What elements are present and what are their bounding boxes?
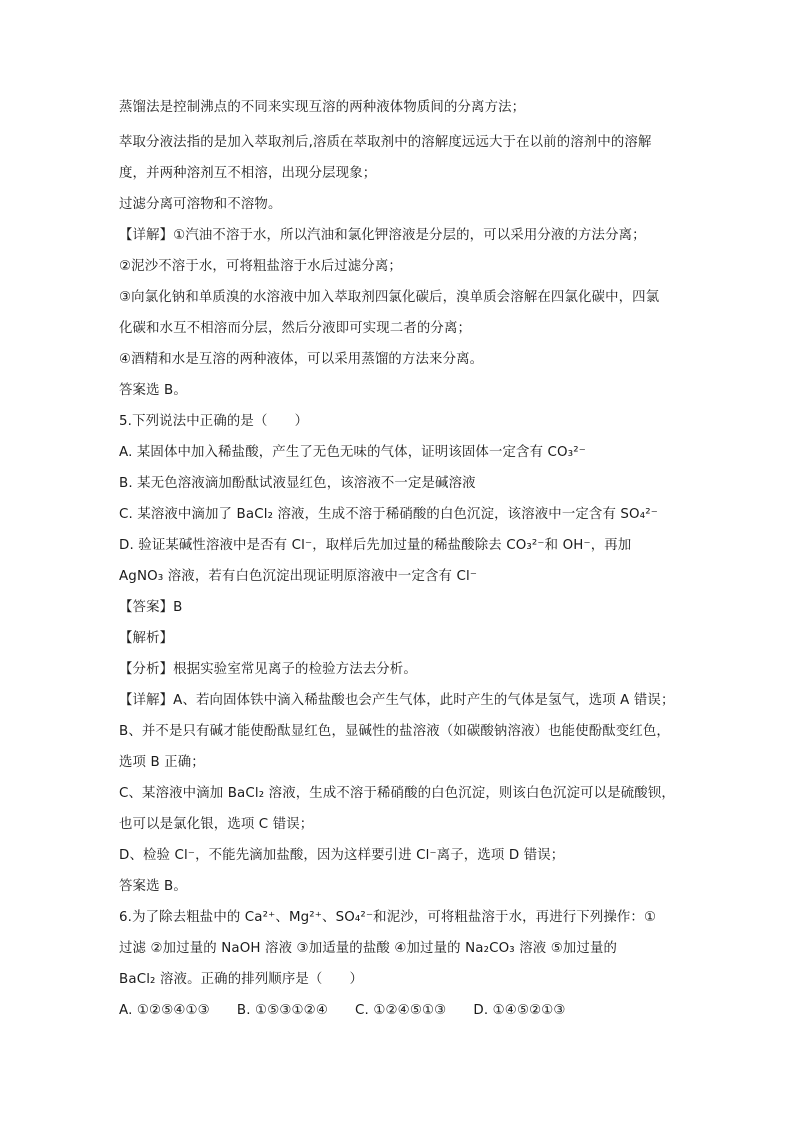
text-line: ②泥沙不溶于水，可将粗盐溶于水后过滤分离； bbox=[119, 259, 402, 274]
detail-text: B、并不是只有碱才能使酚酞显红色，显碱性的盐溶液（如碳酸钠溶液）也能使酚酞变红色， bbox=[119, 724, 670, 739]
option-b: B. 某无色溶液滴加酚酞试液显红色，该溶液不一定是碱溶液 bbox=[119, 476, 476, 491]
option-d-cont: AgNO₃ 溶液，若有白色沉淀出现证明原溶液中一定含有 Cl⁻ bbox=[119, 569, 478, 584]
text-line: 过滤分离可溶物和不溶物。 bbox=[119, 197, 282, 212]
analysis-text: 【分析】根据实验室常见离子的检验方法去分析。 bbox=[119, 662, 417, 677]
question-text: 过滤 ②加过量的 NaOH 溶液 ③加适量的盐酸 ④加过量的 Na₂CO₃ 溶液 ⑤加过量的 bbox=[119, 941, 618, 956]
text-line: 化碳和水互不相溶而分层，然后分液即可实现二者的分离； bbox=[119, 321, 472, 336]
detail-text: 选项 B 正确； bbox=[119, 755, 205, 770]
text-line: 答案选 B。 bbox=[119, 383, 187, 398]
text-line: 萃取分液法指的是加入萃取剂后,溶质在萃取剂中的溶解度远远大于在以前的溶剂中的溶解 bbox=[119, 135, 652, 150]
text-line: ③向氯化钠和单质溴的水溶液中加入萃取剂四氯化碳后，溴单质会溶解在四氯化碳中，四氯 bbox=[119, 290, 660, 305]
option-c: C. 某溶液中滴加了 BaCl₂ 溶液，生成不溶于稀硝酸的白色沉淀，该溶液中一定含有 SO₄²⁻ bbox=[119, 507, 659, 522]
question-options: A. ①②⑤④①③ B. ①⑤③①②④ C. ①②④⑤①③ D. ①④⑤②①③ bbox=[119, 1003, 566, 1018]
text-line: 【详解】①汽油不溶于水，所以汽油和氯化钾溶液是分层的，可以采用分液的方法分离； bbox=[119, 228, 646, 243]
analysis-label: 【解析】 bbox=[119, 631, 174, 646]
text-line: 蒸馏法是控制沸点的不同来实现互溶的两种液体物质间的分离方法； bbox=[119, 100, 526, 115]
question-title: 5.下列说法中正确的是（ ） bbox=[119, 414, 309, 429]
question-text: BaCl₂ 溶液。正确的排列顺序是（ ） bbox=[119, 972, 364, 987]
detail-text: D、检验 Cl⁻，不能先滴加盐酸，因为这样要引进 Cl⁻离子，选项 D 错误； bbox=[119, 848, 565, 863]
question-title: 6.为了除去粗盐中的 Ca²⁺、Mg²⁺、SO₄²⁻和泥沙，可将粗盐溶于水，再进行下列操作：① bbox=[119, 910, 657, 925]
detail-text: 【详解】A、若向固体铁中滴入稀盐酸也会产生气体，此时产生的气体是氢气，选项 A 错误； bbox=[119, 693, 675, 708]
detail-text: 也可以是氯化银，选项 C 错误； bbox=[119, 817, 314, 832]
text-line: ④酒精和水是互溶的两种液体，可以采用蒸馏的方法来分离。 bbox=[119, 352, 484, 367]
text-line: 度，并两种溶剂互不相溶，出现分层现象； bbox=[119, 166, 377, 181]
answer-label: 【答案】B bbox=[119, 600, 183, 615]
answer-choice: 答案选 B。 bbox=[119, 879, 187, 894]
detail-text: C、某溶液中滴加 BaCl₂ 溶液，生成不溶于稀硝酸的白色沉淀，则该白色沉淀可以是硫酸钡， bbox=[119, 786, 675, 801]
option-a: A. 某固体中加入稀盐酸，产生了无色无味的气体，证明该固体一定含有 CO₃²⁻ bbox=[119, 445, 586, 460]
option-d: D. 验证某碱性溶液中是否有 Cl⁻，取样后先加过量的稀盐酸除去 CO₃²⁻和 OH⁻，再加 bbox=[119, 538, 632, 553]
